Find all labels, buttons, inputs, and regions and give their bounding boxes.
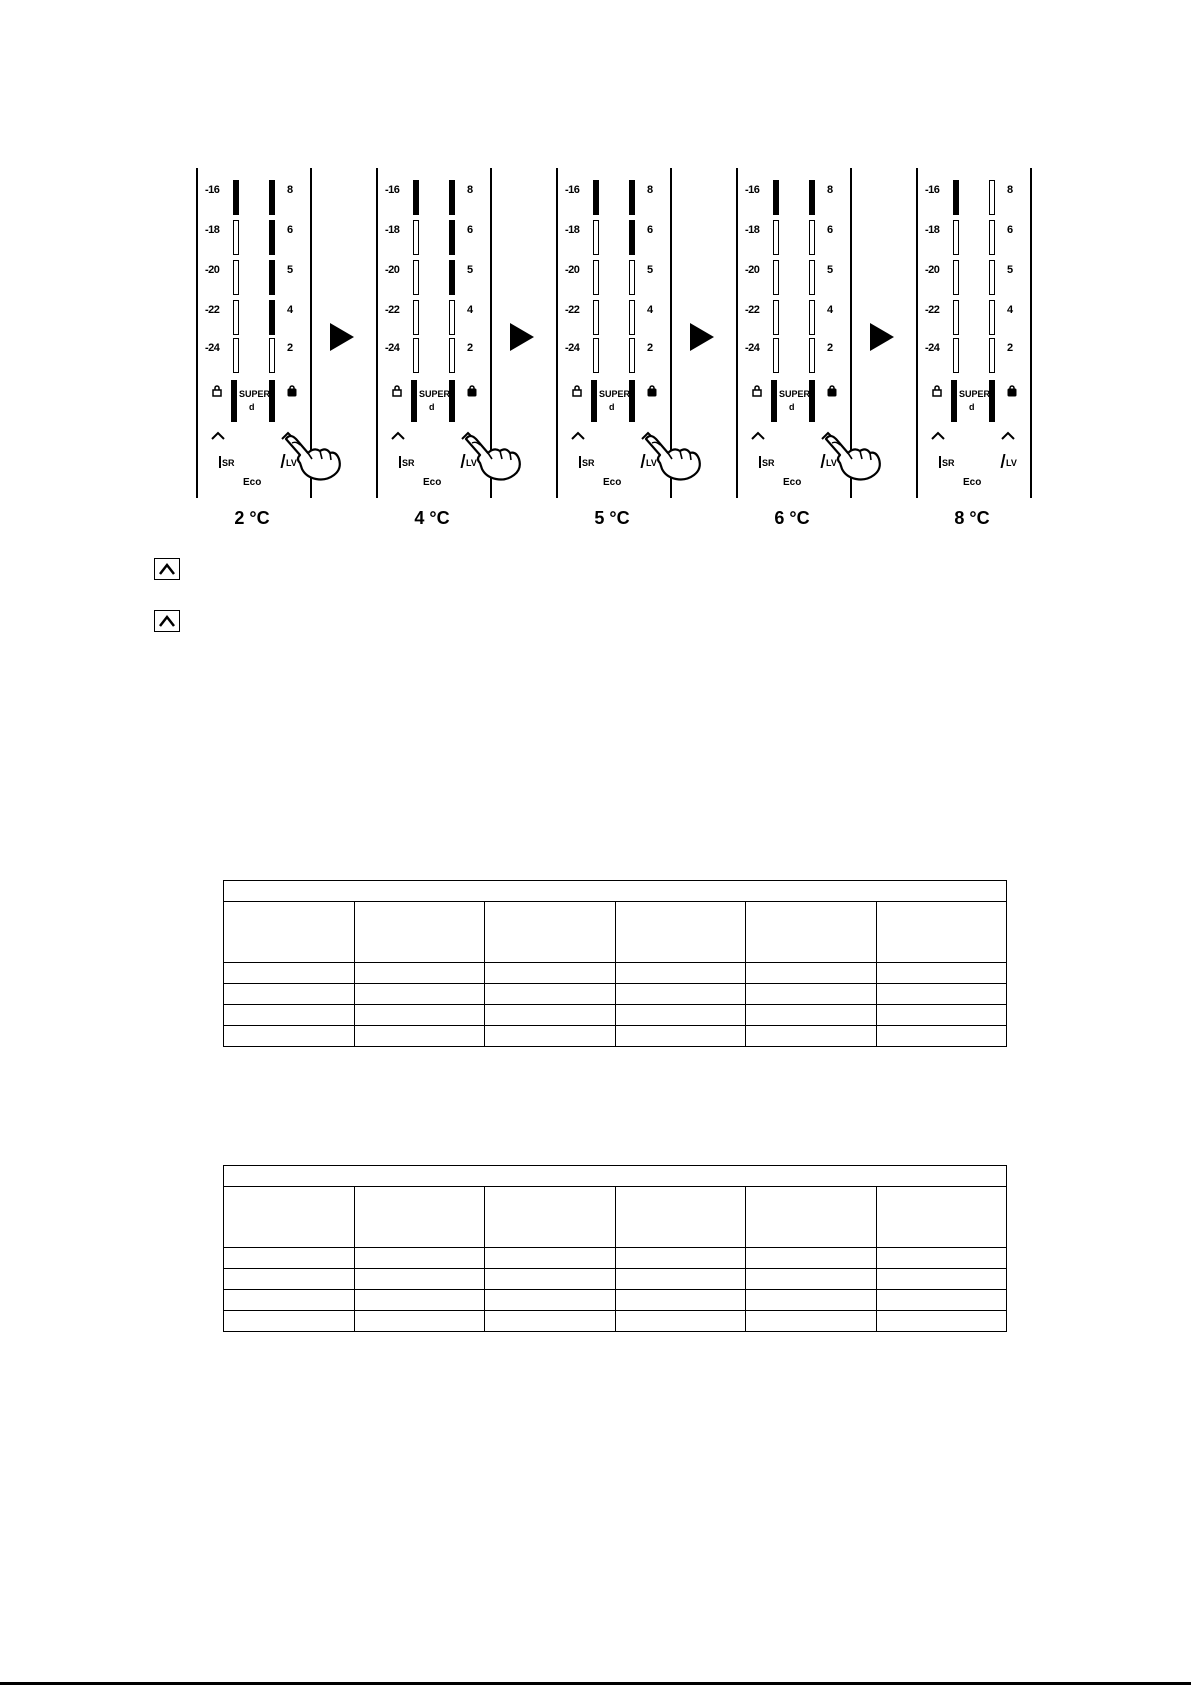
super-sub-label: d xyxy=(249,402,255,412)
left-key-label: SR xyxy=(582,458,595,468)
lock-icon xyxy=(572,385,582,397)
fridge-temp-label: 6 xyxy=(827,224,833,236)
table-cell xyxy=(485,1311,616,1332)
table-cell xyxy=(224,984,355,1005)
fridge-temp-label: 5 xyxy=(647,264,653,276)
fridge-level-bar xyxy=(809,220,815,255)
fridge-level-bar xyxy=(989,220,995,255)
table-row xyxy=(224,1290,1007,1311)
lock-icon xyxy=(287,385,297,397)
super-sub-label: d xyxy=(429,402,435,412)
fridge-temp-label: 2 xyxy=(467,342,473,354)
fridge-temp-label: 6 xyxy=(467,224,473,236)
freezer-level-bar xyxy=(953,180,959,215)
left-key-mark xyxy=(399,456,401,468)
table-cell xyxy=(354,984,485,1005)
fridge-temp-label: 5 xyxy=(827,264,833,276)
freezer-temp-label: -24 xyxy=(385,342,400,354)
super-label: SUPER xyxy=(599,389,631,399)
table-cell xyxy=(876,1311,1007,1332)
left-key-mark xyxy=(939,456,941,468)
temperature-caption: 6 °C xyxy=(774,508,810,528)
freezer-level-bar xyxy=(413,180,419,215)
fridge-level-bar xyxy=(449,300,455,335)
super-indicator-bar xyxy=(809,380,815,422)
table-caption-cell xyxy=(224,881,1007,902)
right-key-label: LV xyxy=(1006,458,1017,468)
table-cell xyxy=(746,1269,877,1290)
right-key-mark xyxy=(1001,454,1006,468)
freezer-temp-label: -20 xyxy=(925,264,940,276)
table-cell xyxy=(354,963,485,984)
freezer-temp-label: -22 xyxy=(565,304,580,316)
right-key-label: LV xyxy=(826,458,837,468)
panel-border xyxy=(376,168,378,498)
eco-label: Eco xyxy=(243,477,262,488)
next-step-arrow-icon xyxy=(510,323,534,351)
super-indicator-bar xyxy=(951,380,957,422)
table-header-cell xyxy=(224,902,355,963)
fridge-temp-label: 8 xyxy=(287,184,293,196)
fridge-level-bar xyxy=(269,220,275,255)
freezer-level-bar xyxy=(773,180,779,215)
freezer-level-bar xyxy=(593,260,599,295)
freezer-level-bar xyxy=(773,300,779,335)
fridge-temp-label: 5 xyxy=(1007,264,1013,276)
panel-border xyxy=(196,168,198,498)
chevron-up-icon xyxy=(930,430,946,440)
table-cell xyxy=(485,1290,616,1311)
eco-label: Eco xyxy=(963,477,982,488)
table-cell xyxy=(224,963,355,984)
freezer-temp-label: -20 xyxy=(745,264,760,276)
freezer-level-bar xyxy=(593,180,599,215)
freezer-temp-label: -16 xyxy=(925,184,940,196)
fridge-temp-label: 8 xyxy=(647,184,653,196)
freezer-level-bar xyxy=(233,180,239,215)
fridge-temp-label: 5 xyxy=(467,264,473,276)
temperature-caption: 2 °C xyxy=(234,508,270,528)
settings-table-2 xyxy=(223,1165,1007,1332)
left-key-label: SR xyxy=(402,458,415,468)
freezer-temp-label: -22 xyxy=(745,304,760,316)
table-cell xyxy=(615,1269,746,1290)
super-label: SUPER xyxy=(779,389,811,399)
fridge-level-bar xyxy=(629,338,635,373)
table-caption-row xyxy=(224,881,1007,902)
super-label: SUPER xyxy=(419,389,451,399)
left-key-mark xyxy=(579,456,581,468)
table-cell xyxy=(876,984,1007,1005)
fridge-temp-label: 2 xyxy=(1007,342,1013,354)
fridge-level-bar xyxy=(269,338,275,373)
table-cell xyxy=(354,1290,485,1311)
freezer-level-bar xyxy=(953,338,959,373)
next-step-arrow-icon xyxy=(690,323,714,351)
fridge-level-bar xyxy=(809,260,815,295)
table-header-cell xyxy=(615,902,746,963)
table-header-cell xyxy=(354,1187,485,1248)
table-cell xyxy=(224,1269,355,1290)
freezer-level-bar xyxy=(953,260,959,295)
freezer-level-bar xyxy=(593,300,599,335)
table-cell xyxy=(746,1311,877,1332)
table-cell xyxy=(615,1026,746,1047)
freezer-temp-label: -20 xyxy=(385,264,400,276)
freezer-level-bar xyxy=(953,220,959,255)
freezer-temp-label: -18 xyxy=(565,224,580,236)
table-caption-row xyxy=(224,1166,1007,1187)
chevron-up-icon xyxy=(155,611,179,631)
chevron-up-icon xyxy=(210,430,226,440)
freezer-temp-label: -24 xyxy=(925,342,940,354)
freezer-temp-label: -22 xyxy=(925,304,940,316)
table-cell xyxy=(354,1005,485,1026)
table-header-cell xyxy=(485,1187,616,1248)
table-cell xyxy=(485,1026,616,1047)
table-header-cell xyxy=(746,1187,877,1248)
table-cell xyxy=(876,1026,1007,1047)
lock-icon xyxy=(827,385,837,397)
fridge-level-bar xyxy=(449,180,455,215)
panel-border xyxy=(556,168,558,498)
table-header-row xyxy=(224,902,1007,963)
table-header-cell xyxy=(746,902,877,963)
chevron-up-icon xyxy=(570,430,586,440)
freezer-level-bar xyxy=(233,220,239,255)
fridge-level-bar xyxy=(449,260,455,295)
panel-border xyxy=(1030,168,1032,498)
table-header-row xyxy=(224,1187,1007,1248)
table-header-cell xyxy=(876,1187,1007,1248)
right-key-label: LV xyxy=(286,458,297,468)
table-row xyxy=(224,984,1007,1005)
freezer-level-bar xyxy=(233,260,239,295)
right-key-label: LV xyxy=(646,458,657,468)
eco-label: Eco xyxy=(783,477,802,488)
table-cell xyxy=(876,1290,1007,1311)
table-cell xyxy=(876,1269,1007,1290)
table-cell xyxy=(354,1311,485,1332)
freezer-temp-label: -16 xyxy=(385,184,400,196)
pressing-hand-icon xyxy=(642,433,704,483)
freezer-temp-label: -20 xyxy=(205,264,220,276)
fridge-level-bar xyxy=(989,260,995,295)
table-row xyxy=(224,1248,1007,1269)
table-cell xyxy=(224,1290,355,1311)
fridge-level-bar xyxy=(809,338,815,373)
table-header-cell xyxy=(615,1187,746,1248)
freezer-temp-label: -24 xyxy=(205,342,220,354)
super-sub-label: d xyxy=(789,402,795,412)
next-step-arrow-icon xyxy=(330,323,354,351)
pressing-hand-icon xyxy=(462,433,524,483)
fridge-level-bar xyxy=(809,300,815,335)
fridge-level-bar xyxy=(629,180,635,215)
table-row xyxy=(224,1269,1007,1290)
right-key-label: LV xyxy=(466,458,477,468)
panel-border xyxy=(736,168,738,498)
fridge-temp-label: 2 xyxy=(827,342,833,354)
super-indicator-bar xyxy=(591,380,597,422)
table-cell xyxy=(354,1248,485,1269)
freezer-temp-label: -24 xyxy=(565,342,580,354)
fridge-level-bar xyxy=(449,338,455,373)
table-cell xyxy=(485,1248,616,1269)
super-label: SUPER xyxy=(239,389,271,399)
settings-table-1 xyxy=(223,880,1007,1047)
next-step-arrow-icon xyxy=(870,323,894,351)
table-header-cell xyxy=(354,902,485,963)
left-key-mark xyxy=(759,456,761,468)
left-key-label: SR xyxy=(222,458,235,468)
fridge-level-bar xyxy=(269,300,275,335)
left-key-label: SR xyxy=(762,458,775,468)
table-cell xyxy=(354,1269,485,1290)
table-row xyxy=(224,1311,1007,1332)
fridge-level-bar xyxy=(629,300,635,335)
table-cell xyxy=(746,1290,877,1311)
freezer-level-bar xyxy=(233,300,239,335)
pressing-hand-icon xyxy=(282,433,344,483)
freezer-temp-label: -24 xyxy=(745,342,760,354)
table-cell xyxy=(615,963,746,984)
left-key-label: SR xyxy=(942,458,955,468)
fridge-temp-label: 6 xyxy=(1007,224,1013,236)
fridge-temp-label: 4 xyxy=(287,304,293,316)
freezer-level-bar xyxy=(773,260,779,295)
pressing-hand-icon xyxy=(822,433,884,483)
fridge-temp-label: 8 xyxy=(1007,184,1013,196)
freezer-temp-label: -18 xyxy=(385,224,400,236)
up-button-icon xyxy=(154,558,180,580)
freezer-temp-label: -16 xyxy=(745,184,760,196)
table-cell xyxy=(615,1005,746,1026)
freezer-level-bar xyxy=(953,300,959,335)
table-row xyxy=(224,963,1007,984)
super-indicator-bar xyxy=(771,380,777,422)
table-cell xyxy=(746,984,877,1005)
fridge-temp-label: 8 xyxy=(467,184,473,196)
freezer-level-bar xyxy=(413,300,419,335)
super-indicator-bar xyxy=(411,380,417,422)
super-indicator-bar xyxy=(269,380,275,422)
fridge-level-bar xyxy=(269,180,275,215)
super-label: SUPER xyxy=(959,389,991,399)
table-cell xyxy=(746,1026,877,1047)
super-indicator-bar xyxy=(629,380,635,422)
lock-icon xyxy=(647,385,657,397)
table-cell xyxy=(485,984,616,1005)
fridge-temp-label: 6 xyxy=(647,224,653,236)
table-cell xyxy=(746,963,877,984)
freezer-temp-label: -16 xyxy=(205,184,220,196)
table-cell xyxy=(746,1248,877,1269)
left-key-mark xyxy=(219,456,221,468)
table-cell xyxy=(615,984,746,1005)
fridge-temp-label: 4 xyxy=(647,304,653,316)
freezer-temp-label: -18 xyxy=(205,224,220,236)
fridge-temp-label: 2 xyxy=(287,342,293,354)
fridge-level-bar xyxy=(809,180,815,215)
table-header-cell xyxy=(876,902,1007,963)
freezer-temp-label: -22 xyxy=(205,304,220,316)
super-indicator-bar xyxy=(989,380,995,422)
fridge-level-bar xyxy=(989,300,995,335)
table-row xyxy=(224,1026,1007,1047)
fridge-temp-label: 4 xyxy=(1007,304,1013,316)
table-cell xyxy=(876,1005,1007,1026)
table-caption-cell xyxy=(224,1166,1007,1187)
temperature-caption: 8 °C xyxy=(954,508,990,528)
super-sub-label: d xyxy=(969,402,975,412)
fridge-level-bar xyxy=(989,180,995,215)
freezer-level-bar xyxy=(413,220,419,255)
temperature-caption: 4 °C xyxy=(414,508,450,528)
eco-label: Eco xyxy=(423,477,442,488)
super-indicator-bar xyxy=(449,380,455,422)
fridge-temp-label: 4 xyxy=(827,304,833,316)
freezer-temp-label: -18 xyxy=(925,224,940,236)
table-cell xyxy=(615,1311,746,1332)
table-cell xyxy=(485,1269,616,1290)
table-cell xyxy=(876,1248,1007,1269)
fridge-level-bar xyxy=(269,260,275,295)
table-header-cell xyxy=(485,902,616,963)
lock-icon xyxy=(932,385,942,397)
super-indicator-bar xyxy=(231,380,237,422)
table-cell xyxy=(224,1311,355,1332)
table-header-cell xyxy=(224,1187,355,1248)
table-cell xyxy=(876,963,1007,984)
chevron-up-icon xyxy=(750,430,766,440)
freezer-temp-label: -16 xyxy=(565,184,580,196)
lock-icon xyxy=(392,385,402,397)
table-cell xyxy=(354,1026,485,1047)
table-cell xyxy=(224,1005,355,1026)
temperature-caption: 5 °C xyxy=(594,508,630,528)
table-row xyxy=(224,1005,1007,1026)
freezer-level-bar xyxy=(413,260,419,295)
super-sub-label: d xyxy=(609,402,615,412)
fridge-temp-label: 5 xyxy=(287,264,293,276)
lock-icon xyxy=(212,385,222,397)
fridge-temp-label: 2 xyxy=(647,342,653,354)
freezer-level-bar xyxy=(593,338,599,373)
table-cell xyxy=(485,1005,616,1026)
table-cell xyxy=(485,963,616,984)
fridge-temp-label: 8 xyxy=(827,184,833,196)
fridge-temp-label: 4 xyxy=(467,304,473,316)
table-cell xyxy=(746,1005,877,1026)
lock-icon xyxy=(752,385,762,397)
fridge-temp-label: 6 xyxy=(287,224,293,236)
eco-label: Eco xyxy=(603,477,622,488)
freezer-temp-label: -22 xyxy=(385,304,400,316)
table-cell xyxy=(615,1290,746,1311)
up-button-icon xyxy=(154,610,180,632)
lock-icon xyxy=(467,385,477,397)
chevron-up-icon xyxy=(1000,430,1016,440)
control-panel xyxy=(916,168,1076,498)
table-cell xyxy=(224,1026,355,1047)
freezer-level-bar xyxy=(593,220,599,255)
fridge-level-bar xyxy=(629,220,635,255)
chevron-up-icon xyxy=(390,430,406,440)
lock-icon xyxy=(1007,385,1017,397)
fridge-level-bar xyxy=(989,338,995,373)
freezer-temp-label: -18 xyxy=(745,224,760,236)
fridge-level-bar xyxy=(449,220,455,255)
fridge-level-bar xyxy=(629,260,635,295)
freezer-level-bar xyxy=(233,338,239,373)
freezer-temp-label: -20 xyxy=(565,264,580,276)
freezer-level-bar xyxy=(773,338,779,373)
chevron-up-icon xyxy=(155,559,179,579)
table-cell xyxy=(615,1248,746,1269)
table-cell xyxy=(224,1248,355,1269)
freezer-level-bar xyxy=(773,220,779,255)
panel-border xyxy=(916,168,918,498)
freezer-level-bar xyxy=(413,338,419,373)
